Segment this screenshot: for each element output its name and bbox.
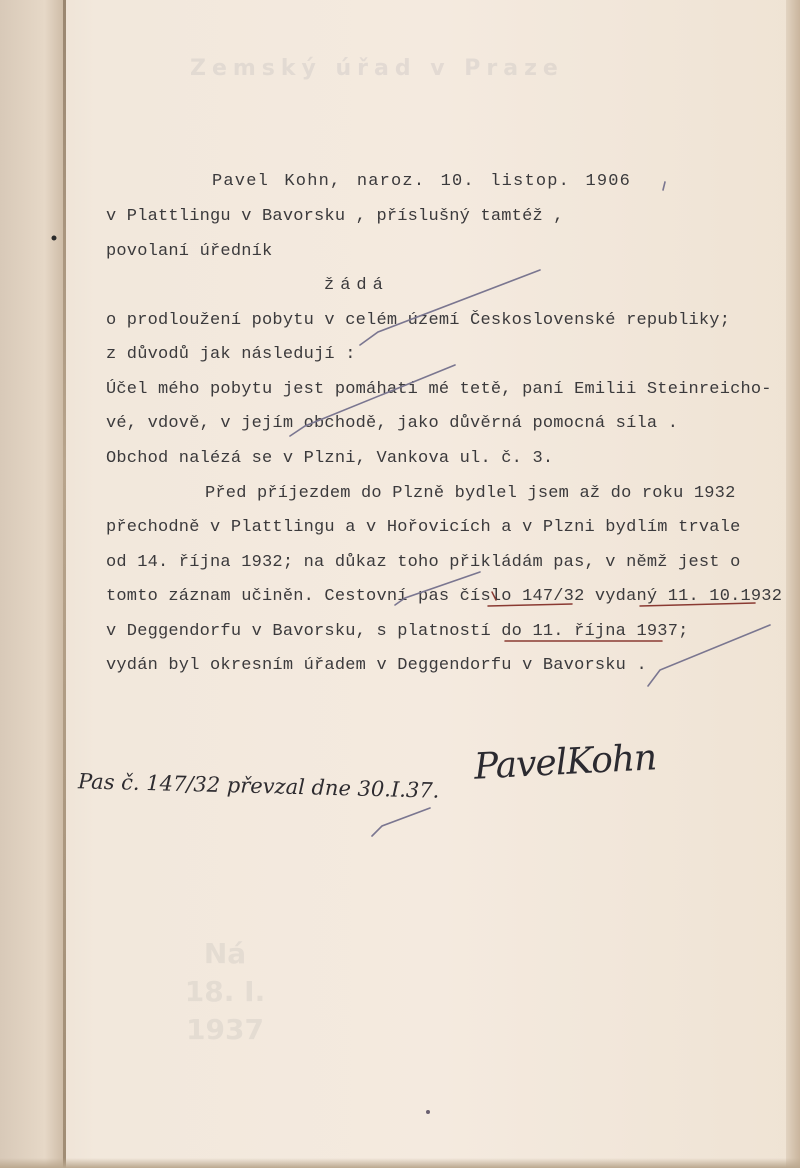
show-through-date-stamp: Ná 18. I. 1937 [184,937,266,1046]
underline-issue-date [640,603,755,606]
line-residence-3: od 14. října 1932; na důkaz toho přikládám pas, v němž jest o [106,553,741,572]
line-shop-address: Obchod nalézá se v Plzni, Vankova ul. č. 3. [106,449,554,468]
check-mark-4 [648,625,770,686]
tick-near-name [663,182,665,190]
line-request-heading: žádá [324,276,389,295]
signature: PavelKohn [473,737,658,788]
ink-dot [426,1110,430,1114]
line-purpose-1: Účel mého pobytu jest pomáhati mé tetě, paní Emilii Steinreicho- [106,380,772,399]
line-passport-1: tomto záznam učiněn. Cestovní pas číslo 147/32 vydaný 11. 10.1932 [106,587,783,606]
underline-passport-number [488,604,572,606]
line-request: o prodloužení pobytu v celém území Československé republiky; [106,311,731,330]
check-mark-2 [290,365,455,436]
line-purpose-2: vé, vdově, v jejím obchodě, jako důvěrná pomocná síla . [106,414,679,433]
check-mark-1 [360,270,540,345]
show-through-stamp: Zemský úřad v Praze [190,56,564,81]
line-residence-2: přechodně v Plattlingu a v Hořovicích a v Plzni bydlím trvale [106,518,741,537]
line-residence-1: Před příjezdem do Plzně bydlel jsem až do roku 1932 [205,484,736,503]
line-reasons: z důvodů jak následují : [106,345,356,364]
line-passport-2: v Deggendorfu v Bavorsku, s platností do 11. října 1937; [106,622,689,641]
check-mark-5 [372,808,430,836]
line-birthplace: v Plattlingu v Bavorsku , příslušný tamtéž , [106,207,564,226]
line-occupation: povolaní úředník [106,242,273,261]
line-applicant-name: Pavel Kohn, naroz. 10. listop. 1906 [212,172,632,191]
check-mark-3 [395,572,480,605]
bracket-passport-number [492,592,496,600]
handwritten-receipt-note: Pas č. 147/32 převzal dne 30.I.37. [77,769,440,803]
punch-dot [52,236,57,241]
line-passport-3: vydán byl okresním úřadem v Deggendorfu v Bavorsku . [106,656,647,675]
